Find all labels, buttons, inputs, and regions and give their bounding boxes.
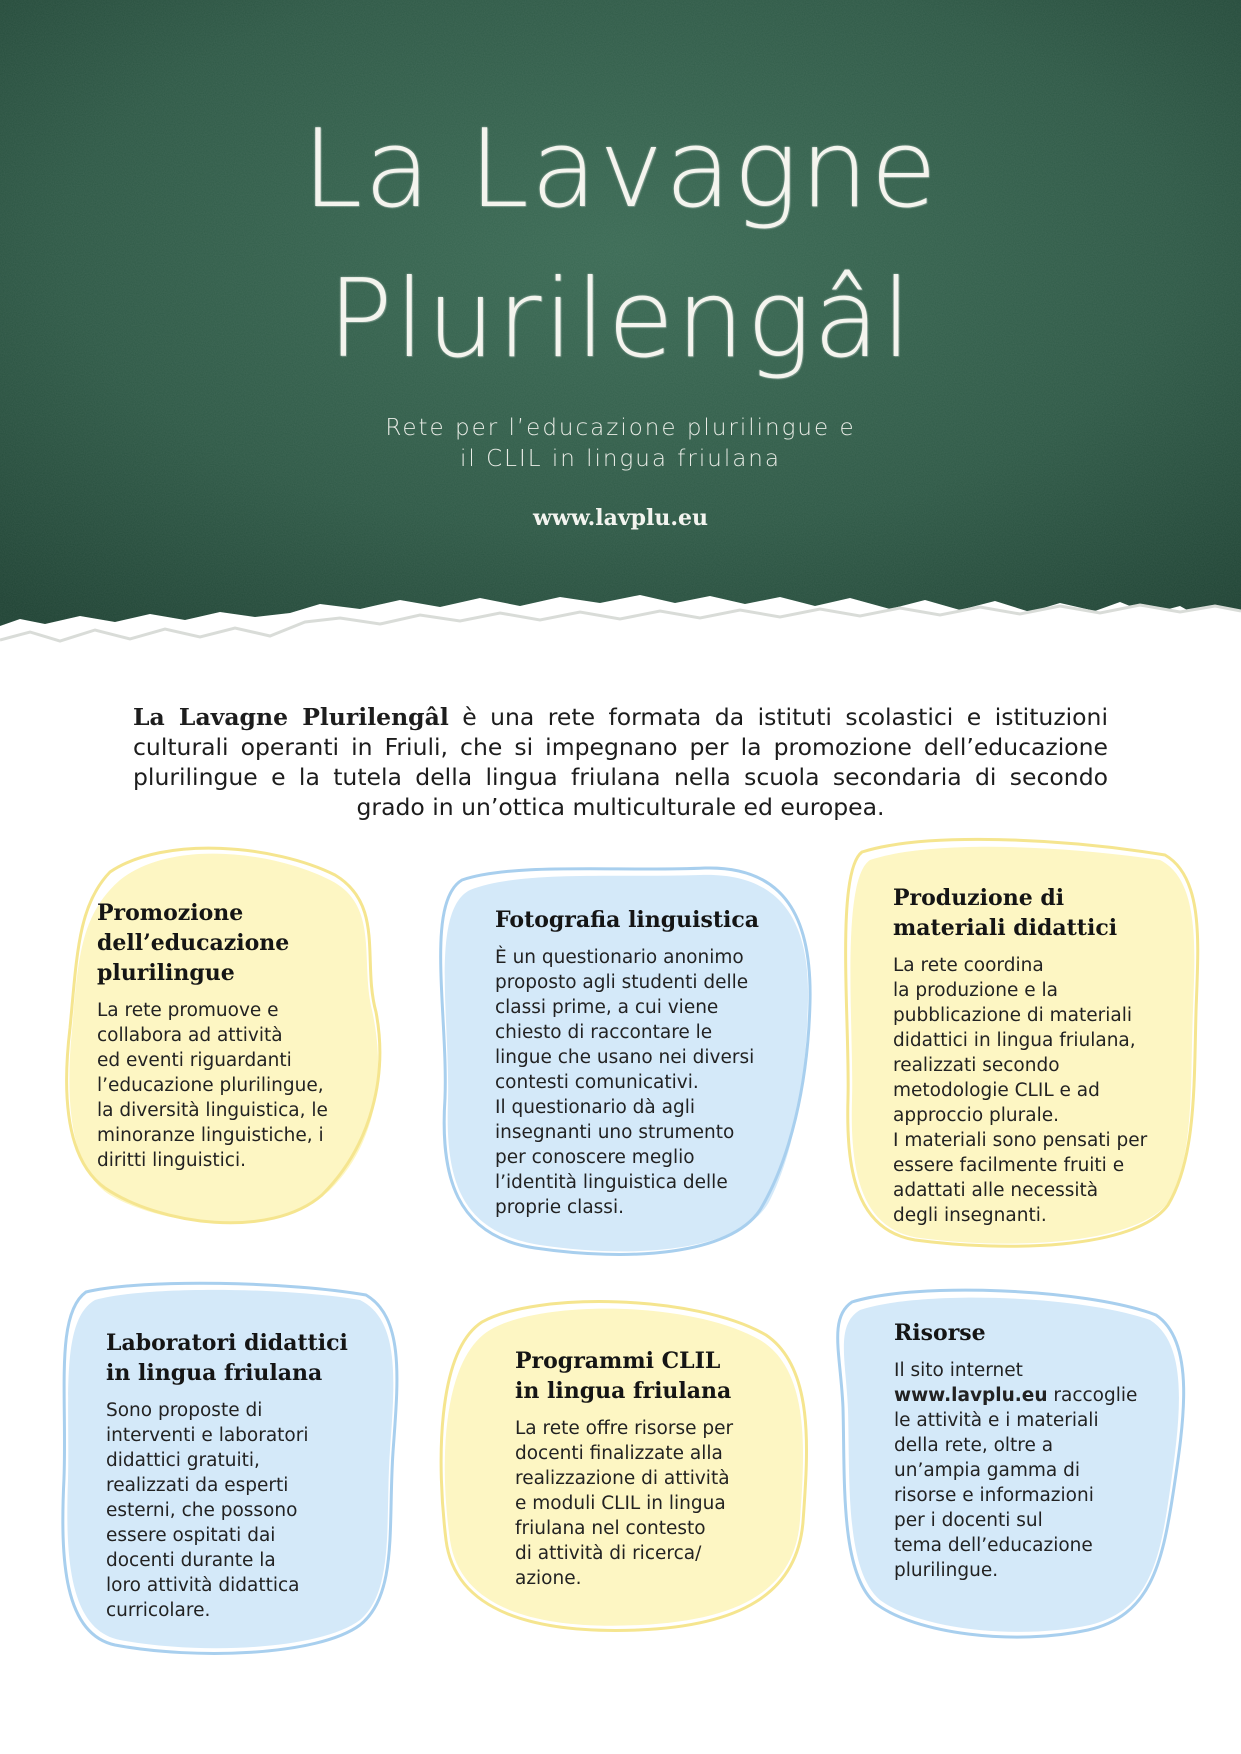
card-line: La rete promuove e <box>97 1000 279 1021</box>
card-line: di attività di ricerca/ <box>515 1543 702 1564</box>
card-line <box>894 1383 1174 1408</box>
card-title-line: in lingua friulana <box>515 1378 732 1404</box>
card-line: approccio plurale. <box>893 1105 1059 1126</box>
card-line: friulana nel contesto <box>515 1518 706 1539</box>
card-title <box>515 1346 795 1406</box>
card-body <box>106 1398 386 1623</box>
card-title-line: Laboratori didattici <box>106 1330 348 1356</box>
card-line: azione. <box>515 1568 582 1589</box>
card-line: I materiali sono pensati per <box>893 1130 1148 1151</box>
card-title-line: in lingua friulana <box>106 1360 323 1386</box>
card-line: l’identità linguistica delle <box>495 1172 728 1193</box>
card-title-line: Produzione di <box>893 885 1065 911</box>
card-title <box>894 1318 1174 1348</box>
card-line: per conoscere meglio <box>495 1147 695 1168</box>
card-line: essere facilmente fruiti e <box>893 1155 1125 1176</box>
website-link[interactable]: www.lavplu.eu <box>532 505 709 531</box>
card-produzione <box>893 883 1193 1228</box>
card-promozione <box>97 898 367 1173</box>
card-laboratori <box>106 1328 386 1623</box>
intro-bold-name: La Lavagne Plurilengâl <box>133 703 449 731</box>
card-line: lingue che usano nei diversi <box>495 1047 755 1068</box>
subtitle-line: Rete per l’educazione plurilingue e <box>385 415 856 441</box>
card-line: collabora ad attività <box>97 1025 283 1046</box>
card-line: realizzati secondo <box>893 1055 1060 1076</box>
card-title-line: Programmi CLIL <box>515 1348 721 1374</box>
card-line: docenti durante la <box>106 1550 276 1571</box>
card-line: essere ospitati dai <box>106 1525 276 1546</box>
card-line: degli insegnanti. <box>893 1205 1047 1226</box>
card-line: minoranze linguistiche, i <box>97 1125 324 1146</box>
card-body <box>97 998 367 1173</box>
card-title <box>106 1328 386 1388</box>
card-line: contesti comunicativi. <box>495 1072 699 1093</box>
card-line: metodologie CLIL e ad <box>893 1080 1100 1101</box>
card-line: tema dell’educazione <box>894 1535 1093 1556</box>
card-line: Sono proposte di <box>106 1400 263 1421</box>
card-line: la diversità linguistica, le <box>97 1100 328 1121</box>
card-programmi <box>515 1346 795 1591</box>
card-title <box>495 905 795 935</box>
card-body <box>515 1416 795 1591</box>
card-line: esterni, che possono <box>106 1500 298 1521</box>
title-line: La Lavagne <box>302 107 939 232</box>
card-line: l’educazione plurilingue, <box>97 1075 324 1096</box>
card-line: risorse e informazioni <box>894 1485 1094 1506</box>
card-line: loro attività didattica <box>106 1575 300 1596</box>
subtitle-line: il CLIL in lingua friulana <box>460 446 781 472</box>
card-line: classi prime, a cui viene <box>495 997 719 1018</box>
card-line: pubblicazione di materiali <box>893 1005 1133 1026</box>
card-title <box>97 898 367 988</box>
card-line: docenti finalizzate alla <box>515 1443 723 1464</box>
card-line: diritti linguistici. <box>97 1150 246 1171</box>
card-line: didattici gratuiti, <box>106 1450 260 1471</box>
card-fotografia <box>495 905 795 1220</box>
card-line: Il sito internet <box>894 1360 1023 1381</box>
intro-text: è una rete formata da istituti scolastici e istituzioni culturali operanti in Friuli, che si impegnano per la promozione dell’educazione plurilingue e la tutela della lingua friulana nella scuola secondaria di secondo grado in un’ottica multiculturale ed europea. <box>133 703 1108 821</box>
card-line: e moduli CLIL in lingua <box>515 1493 726 1514</box>
card-title-line: plurilingue <box>97 960 235 986</box>
card-line: Il questionario dà agli <box>495 1097 696 1118</box>
card-line: un’ampia gamma di <box>894 1460 1081 1481</box>
card-title-line: Promozione <box>97 900 244 926</box>
card-line: chiesto di raccontare le <box>495 1022 713 1043</box>
card-title-line: materiali didattici <box>893 915 1118 941</box>
card-line: adattati alle necessità <box>893 1180 1099 1201</box>
resource-link[interactable]: www.lavplu.eu <box>894 1385 1048 1406</box>
card-body <box>894 1358 1174 1583</box>
card-line: della rete, oltre a <box>894 1435 1054 1456</box>
card-line: plurilingue. <box>894 1560 999 1581</box>
title-line: Plurilengâl <box>327 257 914 382</box>
card-title <box>893 883 1193 943</box>
card-line: per i docenti sul <box>894 1510 1043 1531</box>
card-line: realizzazione di attività <box>515 1468 730 1489</box>
card-line: proposto agli studenti delle <box>495 972 749 993</box>
card-line: curricolare. <box>106 1600 211 1621</box>
card-line-tail: raccoglie <box>1047 1385 1138 1406</box>
card-title-line: Risorse <box>894 1320 986 1346</box>
card-body <box>495 945 795 1220</box>
card-line: la produzione e la <box>893 980 1058 1001</box>
card-line: La rete offre risorse per <box>515 1418 734 1439</box>
card-line: proprie classi. <box>495 1197 624 1218</box>
card-line: le attività e i materiali <box>894 1410 1099 1431</box>
card-line: didattici in lingua friulana, <box>893 1030 1136 1051</box>
card-line: È un questionario anonimo <box>495 947 744 968</box>
card-line: insegnanti uno strumento <box>495 1122 735 1143</box>
card-title-line: Fotografia linguistica <box>495 907 760 933</box>
card-title-line: dell’educazione <box>97 930 290 956</box>
card-body <box>893 953 1193 1228</box>
card-line: interventi e laboratori <box>106 1425 309 1446</box>
card-risorse <box>894 1318 1174 1583</box>
card-line: realizzati da esperti <box>106 1475 289 1496</box>
card-line: La rete coordina <box>893 955 1044 976</box>
card-line: ed eventi riguardanti <box>97 1050 292 1071</box>
